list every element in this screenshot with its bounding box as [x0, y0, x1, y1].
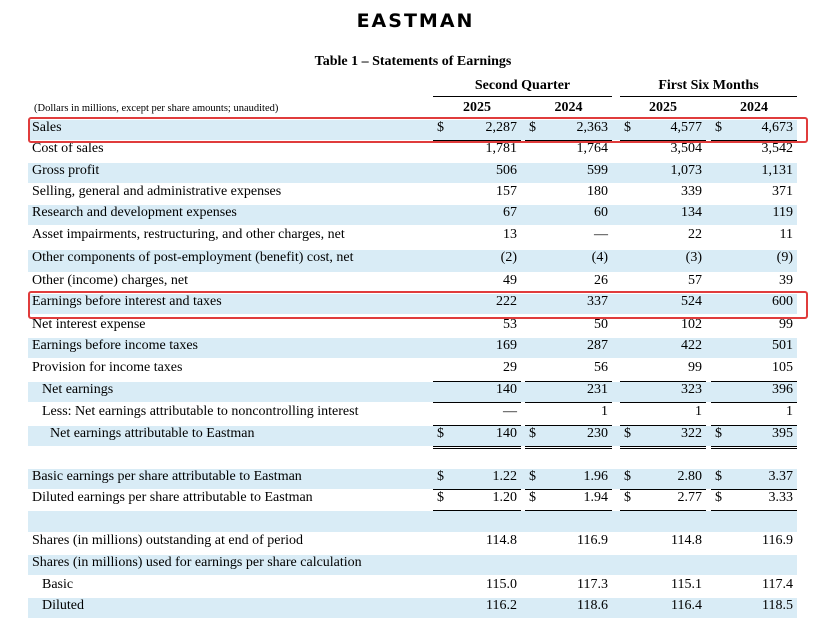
value-cell: [711, 163, 797, 183]
value-cell: [711, 404, 797, 426]
value-text: 371: [772, 184, 793, 199]
value-cell: [433, 533, 521, 553]
row-label: Gross profit: [32, 163, 100, 178]
value-text: 2.77: [677, 490, 702, 505]
value-cell: [525, 469, 612, 490]
value-cell: [620, 184, 706, 204]
value-cell: [620, 227, 706, 249]
value-text: 118.5: [762, 598, 793, 613]
value-cell: [433, 163, 521, 183]
value-cell: [711, 338, 797, 358]
value-cell: [620, 426, 706, 449]
currency-symbol: $: [529, 426, 536, 441]
value-text: 4,577: [670, 120, 702, 135]
currency-symbol: $: [624, 120, 631, 135]
value-text: 57: [688, 273, 702, 288]
year-header-q-2025: 2025: [433, 100, 521, 118]
value-cell: [433, 382, 521, 403]
value-cell: [620, 273, 706, 293]
value-cell: [525, 360, 612, 382]
value-text: 339: [681, 184, 702, 199]
currency-symbol: $: [437, 426, 444, 441]
value-cell: [433, 184, 521, 204]
table-row-other-components-of-post-employment-benefit-cost-net: [28, 250, 797, 272]
currency-symbol: $: [715, 490, 722, 505]
value-text: 422: [681, 338, 702, 353]
row-label: Earnings before income taxes: [32, 338, 198, 353]
value-text: 119: [772, 205, 793, 220]
value-text: 39: [779, 273, 793, 288]
row-label: Net earnings attributable to Eastman: [50, 426, 255, 441]
value-text: 396: [772, 382, 793, 397]
table-row-net-earnings: [28, 382, 797, 402]
value-cell: [620, 205, 706, 225]
table-row-spacer: [28, 448, 797, 468]
row-label: Research and development expenses: [32, 205, 237, 220]
table-row-diluted-earnings-per-share-attributable-to-eastman: [28, 490, 797, 510]
currency-symbol: $: [529, 469, 536, 484]
value-cell: [433, 294, 521, 314]
value-text: 1: [786, 404, 793, 419]
value-text: 599: [587, 163, 608, 178]
value-cell: [711, 184, 797, 204]
value-text: (2): [500, 250, 517, 265]
value-text: 116.9: [577, 533, 608, 548]
value-text: 323: [681, 382, 702, 397]
value-text: 231: [587, 382, 608, 397]
value-text: 524: [681, 294, 702, 309]
value-text: 395: [772, 426, 793, 441]
value-cell: [711, 205, 797, 225]
value-cell: [620, 338, 706, 358]
currency-symbol: $: [437, 490, 444, 505]
row-label: Basic: [42, 577, 74, 592]
value-text: 322: [681, 426, 702, 441]
row-label: Other components of post-employment (benefit) cost, net: [32, 250, 354, 265]
value-cell: [433, 469, 521, 490]
row-label: Basic earnings per share attributable to Eastman: [32, 469, 302, 484]
value-text: 114.8: [671, 533, 702, 548]
value-text: 157: [496, 184, 517, 199]
value-text: (3): [685, 250, 702, 265]
table-title: Table 1 – Statements of Earnings: [314, 54, 512, 69]
value-cell: [525, 533, 612, 553]
currency-symbol: $: [715, 120, 722, 135]
value-text: 1: [601, 404, 608, 419]
value-text: 600: [772, 294, 793, 309]
value-cell: [711, 469, 797, 490]
currency-symbol: $: [715, 426, 722, 441]
value-text: 56: [594, 360, 608, 375]
value-text: 1.96: [583, 469, 608, 484]
value-text: 29: [503, 360, 517, 375]
currency-symbol: $: [715, 469, 722, 484]
value-cell: [711, 317, 797, 337]
row-label: Shares (in millions) used for earnings per share calculation: [32, 555, 362, 570]
row-label: Sales: [32, 120, 62, 135]
value-cell: [620, 141, 706, 161]
value-cell: [433, 227, 521, 249]
value-cell: [433, 273, 521, 293]
value-cell: [711, 577, 797, 597]
table-row-sales: [28, 120, 797, 140]
currency-symbol: $: [437, 120, 444, 135]
row-label: Net interest expense: [32, 317, 146, 332]
value-text: 3,542: [761, 141, 793, 156]
value-text: 117.3: [577, 577, 608, 592]
row-label: Cost of sales: [32, 141, 104, 156]
value-text: 118.6: [577, 598, 608, 613]
value-text: 140: [496, 426, 517, 441]
table-row-research-and-development-expenses: [28, 205, 797, 225]
value-text: 1.94: [583, 490, 608, 505]
value-text: 102: [681, 317, 702, 332]
value-text: 1: [695, 404, 702, 419]
table-row-earnings-before-income-taxes: [28, 338, 797, 358]
value-cell: [525, 426, 612, 449]
value-text: 22: [688, 227, 702, 242]
value-text: 105: [772, 360, 793, 375]
value-cell: [525, 382, 612, 403]
row-label: Asset impairments, restructuring, and other charges, net: [32, 227, 345, 242]
value-cell: [525, 338, 612, 358]
value-text: 116.2: [486, 598, 517, 613]
value-text: 116.4: [671, 598, 702, 613]
table-row-provision-for-income-taxes: [28, 360, 797, 381]
value-text: 99: [779, 317, 793, 332]
value-cell: [620, 250, 706, 272]
currency-symbol: $: [529, 490, 536, 505]
table-row-spacer: [28, 511, 797, 532]
value-cell: [620, 577, 706, 597]
value-text: 1.20: [492, 490, 517, 505]
value-text: 2.80: [677, 469, 702, 484]
units-note: (Dollars in millions, except per share amounts; unaudited): [34, 103, 279, 114]
value-cell: [433, 360, 521, 382]
value-cell: [711, 294, 797, 314]
value-text: 1.22: [492, 469, 517, 484]
row-label: Diluted earnings per share attributable to Eastman: [32, 490, 313, 505]
value-text: 134: [681, 205, 702, 220]
currency-symbol: $: [437, 469, 444, 484]
row-label: Earnings before interest and taxes: [32, 294, 222, 309]
value-text: (9): [776, 250, 793, 265]
value-text: 114.8: [486, 533, 517, 548]
value-text: 26: [594, 273, 608, 288]
value-cell: [711, 120, 797, 141]
value-text: —: [503, 404, 517, 419]
value-cell: [620, 163, 706, 183]
value-cell: [433, 404, 521, 426]
value-cell: [620, 120, 706, 141]
value-text: —: [594, 227, 608, 242]
value-cell: [711, 250, 797, 272]
row-label: Selling, general and administrative expenses: [32, 184, 282, 199]
header-second-quarter: Second Quarter: [433, 78, 612, 97]
year-header-q-2024: 2024: [525, 100, 612, 118]
table-row-basic-earnings-per-share-attributable-to-eastman: [28, 469, 797, 489]
value-text: 60: [594, 205, 608, 220]
value-cell: [711, 598, 797, 618]
value-cell: [525, 163, 612, 183]
table-row-cost-of-sales: [28, 141, 797, 161]
value-cell: [711, 533, 797, 553]
value-cell: [525, 404, 612, 426]
table-row-other-income-charges-net: [28, 273, 797, 293]
value-cell: [525, 205, 612, 225]
header-first-six-months: First Six Months: [620, 78, 797, 97]
value-text: 287: [587, 338, 608, 353]
value-cell: [711, 273, 797, 293]
value-text: 222: [496, 294, 517, 309]
value-text: 4,673: [761, 120, 793, 135]
table-row-less-net-earnings-attributable-to-noncontrolling-interest: [28, 404, 797, 425]
value-text: 117.4: [762, 577, 793, 592]
value-cell: [525, 273, 612, 293]
table-row-basic: [28, 577, 797, 597]
row-label: Less: Net earnings attributable to noncontrolling interest: [42, 404, 359, 419]
value-text: 2,363: [576, 120, 608, 135]
value-cell: [711, 360, 797, 382]
value-text: 2,287: [485, 120, 517, 135]
value-cell: [711, 382, 797, 403]
value-text: 11: [779, 227, 793, 242]
value-text: 140: [496, 382, 517, 397]
table-row-gross-profit: [28, 163, 797, 183]
value-cell: [711, 426, 797, 449]
value-cell: [525, 598, 612, 618]
value-cell: [433, 317, 521, 337]
value-cell: [433, 598, 521, 618]
value-cell: [620, 490, 706, 513]
value-text: 1,764: [576, 141, 608, 156]
currency-symbol: $: [529, 120, 536, 135]
value-cell: [525, 577, 612, 597]
value-cell: [620, 317, 706, 337]
value-cell: [620, 360, 706, 382]
value-cell: [433, 205, 521, 225]
row-label: Diluted: [42, 598, 84, 613]
value-text: 501: [772, 338, 793, 353]
value-text: 180: [587, 184, 608, 199]
value-cell: [433, 338, 521, 358]
value-text: 115.0: [486, 577, 517, 592]
currency-symbol: $: [624, 490, 631, 505]
value-text: 1,073: [670, 163, 702, 178]
value-text: 116.9: [762, 533, 793, 548]
value-text: 50: [594, 317, 608, 332]
value-cell: [620, 294, 706, 314]
table-row-shares-in-millions-used-for-earnings-per-share-calculation: [28, 555, 797, 575]
value-cell: [433, 577, 521, 597]
value-text: 3.33: [768, 490, 793, 505]
value-text: 53: [503, 317, 517, 332]
value-text: 3.37: [768, 469, 793, 484]
value-cell: [433, 250, 521, 272]
value-cell: [525, 294, 612, 314]
year-header-6m-2024: 2024: [711, 100, 797, 118]
year-header-6m-2025: 2025: [620, 100, 706, 118]
value-text: 230: [587, 426, 608, 441]
value-text: 506: [496, 163, 517, 178]
table-row-selling-general-and-administrative-expenses: [28, 184, 797, 204]
table-row-shares-in-millions-outstanding-at-end-of-period: [28, 533, 797, 553]
value-text: 1,131: [761, 163, 793, 178]
value-text: 99: [688, 360, 702, 375]
value-text: (4): [591, 250, 608, 265]
value-text: 337: [587, 294, 608, 309]
eastman-logo: EASTMAN: [356, 10, 475, 32]
value-text: 169: [496, 338, 517, 353]
value-cell: [525, 227, 612, 249]
table-row-asset-impairments-restructuring-and-other-charges-net: [28, 227, 797, 249]
value-cell: [711, 141, 797, 161]
value-text: 13: [503, 227, 517, 242]
value-text: 115.1: [671, 577, 702, 592]
table-row-net-earnings-attributable-to-eastman: [28, 426, 797, 446]
value-cell: [433, 490, 521, 513]
row-label: Net earnings: [42, 382, 114, 397]
value-cell: [433, 120, 521, 141]
row-label: Other (income) charges, net: [32, 273, 189, 288]
row-label: Provision for income taxes: [32, 360, 183, 375]
value-text: 49: [503, 273, 517, 288]
table-row-earnings-before-interest-and-taxes: [28, 294, 797, 314]
value-cell: [433, 141, 521, 161]
table-row-net-interest-expense: [28, 317, 797, 337]
value-cell: [525, 184, 612, 204]
value-cell: [525, 250, 612, 272]
currency-symbol: $: [624, 469, 631, 484]
value-cell: [620, 598, 706, 618]
value-cell: [525, 120, 612, 141]
value-cell: [525, 490, 612, 513]
value-text: 3,504: [670, 141, 702, 156]
row-label: Shares (in millions) outstanding at end of period: [32, 533, 304, 548]
value-cell: [711, 227, 797, 249]
value-cell: [620, 469, 706, 490]
currency-symbol: $: [624, 426, 631, 441]
value-cell: [525, 141, 612, 161]
value-cell: [525, 317, 612, 337]
value-cell: [711, 490, 797, 513]
value-text: 1,781: [485, 141, 517, 156]
table-row-diluted: [28, 598, 797, 618]
value-text: 67: [503, 205, 517, 220]
value-cell: [433, 426, 521, 449]
value-cell: [620, 382, 706, 403]
value-cell: [620, 533, 706, 553]
value-cell: [620, 404, 706, 426]
